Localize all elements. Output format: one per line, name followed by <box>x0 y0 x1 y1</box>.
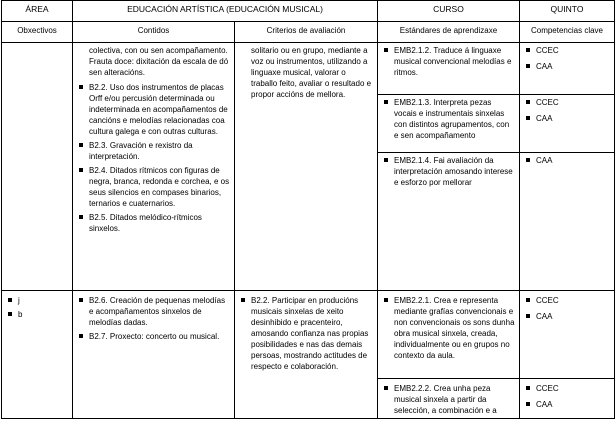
criteria-header: Criterios de avaliación <box>235 22 378 43</box>
block1-contents-cell <box>73 43 235 291</box>
header-row-2 <box>2 22 615 43</box>
standard-text: EMB2.1.2. Traduce á linguaxe musical convencional melodías e ritmos. <box>382 45 515 78</box>
objective-item: j <box>6 295 68 306</box>
block2-criteria-cell <box>235 291 378 419</box>
block2-contents-cell <box>73 291 235 419</box>
block1-criteria-continued: solitario ou en grupo, mediante a voz ou instrumentos, utilizando a linguaxe musical, valorar o traballo feito, avaliar o resultado e propor accións de mellora. <box>251 46 372 99</box>
list-item: B2.5. Ditados melódico-rítmicos sinxelos. <box>77 212 230 234</box>
block1-contents-list <box>77 82 230 234</box>
area-header: ÁREA <box>2 1 73 22</box>
competence-item: CCEC <box>524 383 610 394</box>
standards-header: Estándares de aprendizaxe <box>378 22 520 43</box>
list-item: B2.2. Uso dos instrumentos de placas Orff e/ou percusión determinada ou indeterminada en acompañamentos de cancións e melodías relacionadas coa cultura galega e con outras culturas. <box>77 82 230 137</box>
block1-row-1 <box>2 43 615 95</box>
competence-cell <box>520 291 615 379</box>
competence-cell <box>520 379 615 419</box>
course-label-header: CURSO <box>378 1 520 22</box>
block2-objectives-cell <box>2 291 73 419</box>
standard-cell <box>378 291 520 379</box>
standard-text: EMB2.2.2. Crea unha peza musical sinxela a partir da selección, a combinación e a <box>382 383 515 416</box>
header-row-1 <box>2 1 615 22</box>
curriculum-table <box>1 0 615 419</box>
competence-item: CAA <box>524 61 610 72</box>
standard-cell <box>378 43 520 95</box>
competence-item: CAA <box>524 399 610 410</box>
competence-item: CCEC <box>524 295 610 306</box>
list-item: B2.4. Ditados rítmicos con figuras de negra, branca, redonda e corchea, e os seus silencios en compases binarios, ternarios e cuaternarios. <box>77 165 230 209</box>
list-item: B2.3. Gravación e rexistro da interpretación. <box>77 140 230 162</box>
standard-cell <box>378 153 520 291</box>
course-value-header: QUINTO <box>520 1 615 22</box>
standard-cell <box>378 379 520 419</box>
competence-item: CCEC <box>524 45 610 56</box>
competence-item: CAA <box>524 155 610 166</box>
objective-item: b <box>6 309 68 320</box>
criteria-item: B2.2. Participar en producións musicais sinxelas de xeito desinhibido e pracenteiro, amosando confianza nas propias posibilidades e nas das demais persoas, mostrando actitudes de respecto e colaboración. <box>239 295 373 372</box>
block1-objectives-cell <box>2 43 73 291</box>
list-item: B2.7. Proxecto: concerto ou musical. <box>77 331 230 342</box>
standard-text: EMB2.1.4. Fai avaliación da interpretación amosando interese e esforzo por mellorar <box>382 155 515 188</box>
contents-header: Contidos <box>73 22 235 43</box>
competence-cell <box>520 43 615 95</box>
list-item: B2.6. Creación de pequenas melodías e acompañamentos sinxelos de melodías dadas. <box>77 295 230 328</box>
competences-header: Competencias clave <box>520 22 615 43</box>
standard-cell <box>378 95 520 153</box>
standard-text: EMB2.2.1. Crea e representa mediante grafías convencionais e non convencionais os sons dunha obra musical sinxela, creada, individualmente ou en grupos no contexto da aula. <box>382 295 515 361</box>
competence-item: CAA <box>524 311 610 322</box>
competence-item: CCEC <box>524 97 610 108</box>
standard-text: EMB2.1.3. Interpreta pezas vocais e instrumentais sinxelas con distintos agrupamentos, con e sen acompañamento <box>382 97 515 141</box>
block1-criteria-cell <box>235 43 378 291</box>
competence-cell <box>520 95 615 153</box>
objectives-header: Obxectivos <box>2 22 73 43</box>
competence-item: CAA <box>524 113 610 124</box>
competence-cell <box>520 153 615 291</box>
block1-contents-continued: colectiva, con ou sen acompañamento. Frauta doce: dixitación da escala de dó sen alteracións. <box>89 46 229 77</box>
block2-row-1 <box>2 291 615 379</box>
subject-header: EDUCACIÓN ARTÍSTICA (EDUCACIÓN MUSICAL) <box>73 1 378 22</box>
